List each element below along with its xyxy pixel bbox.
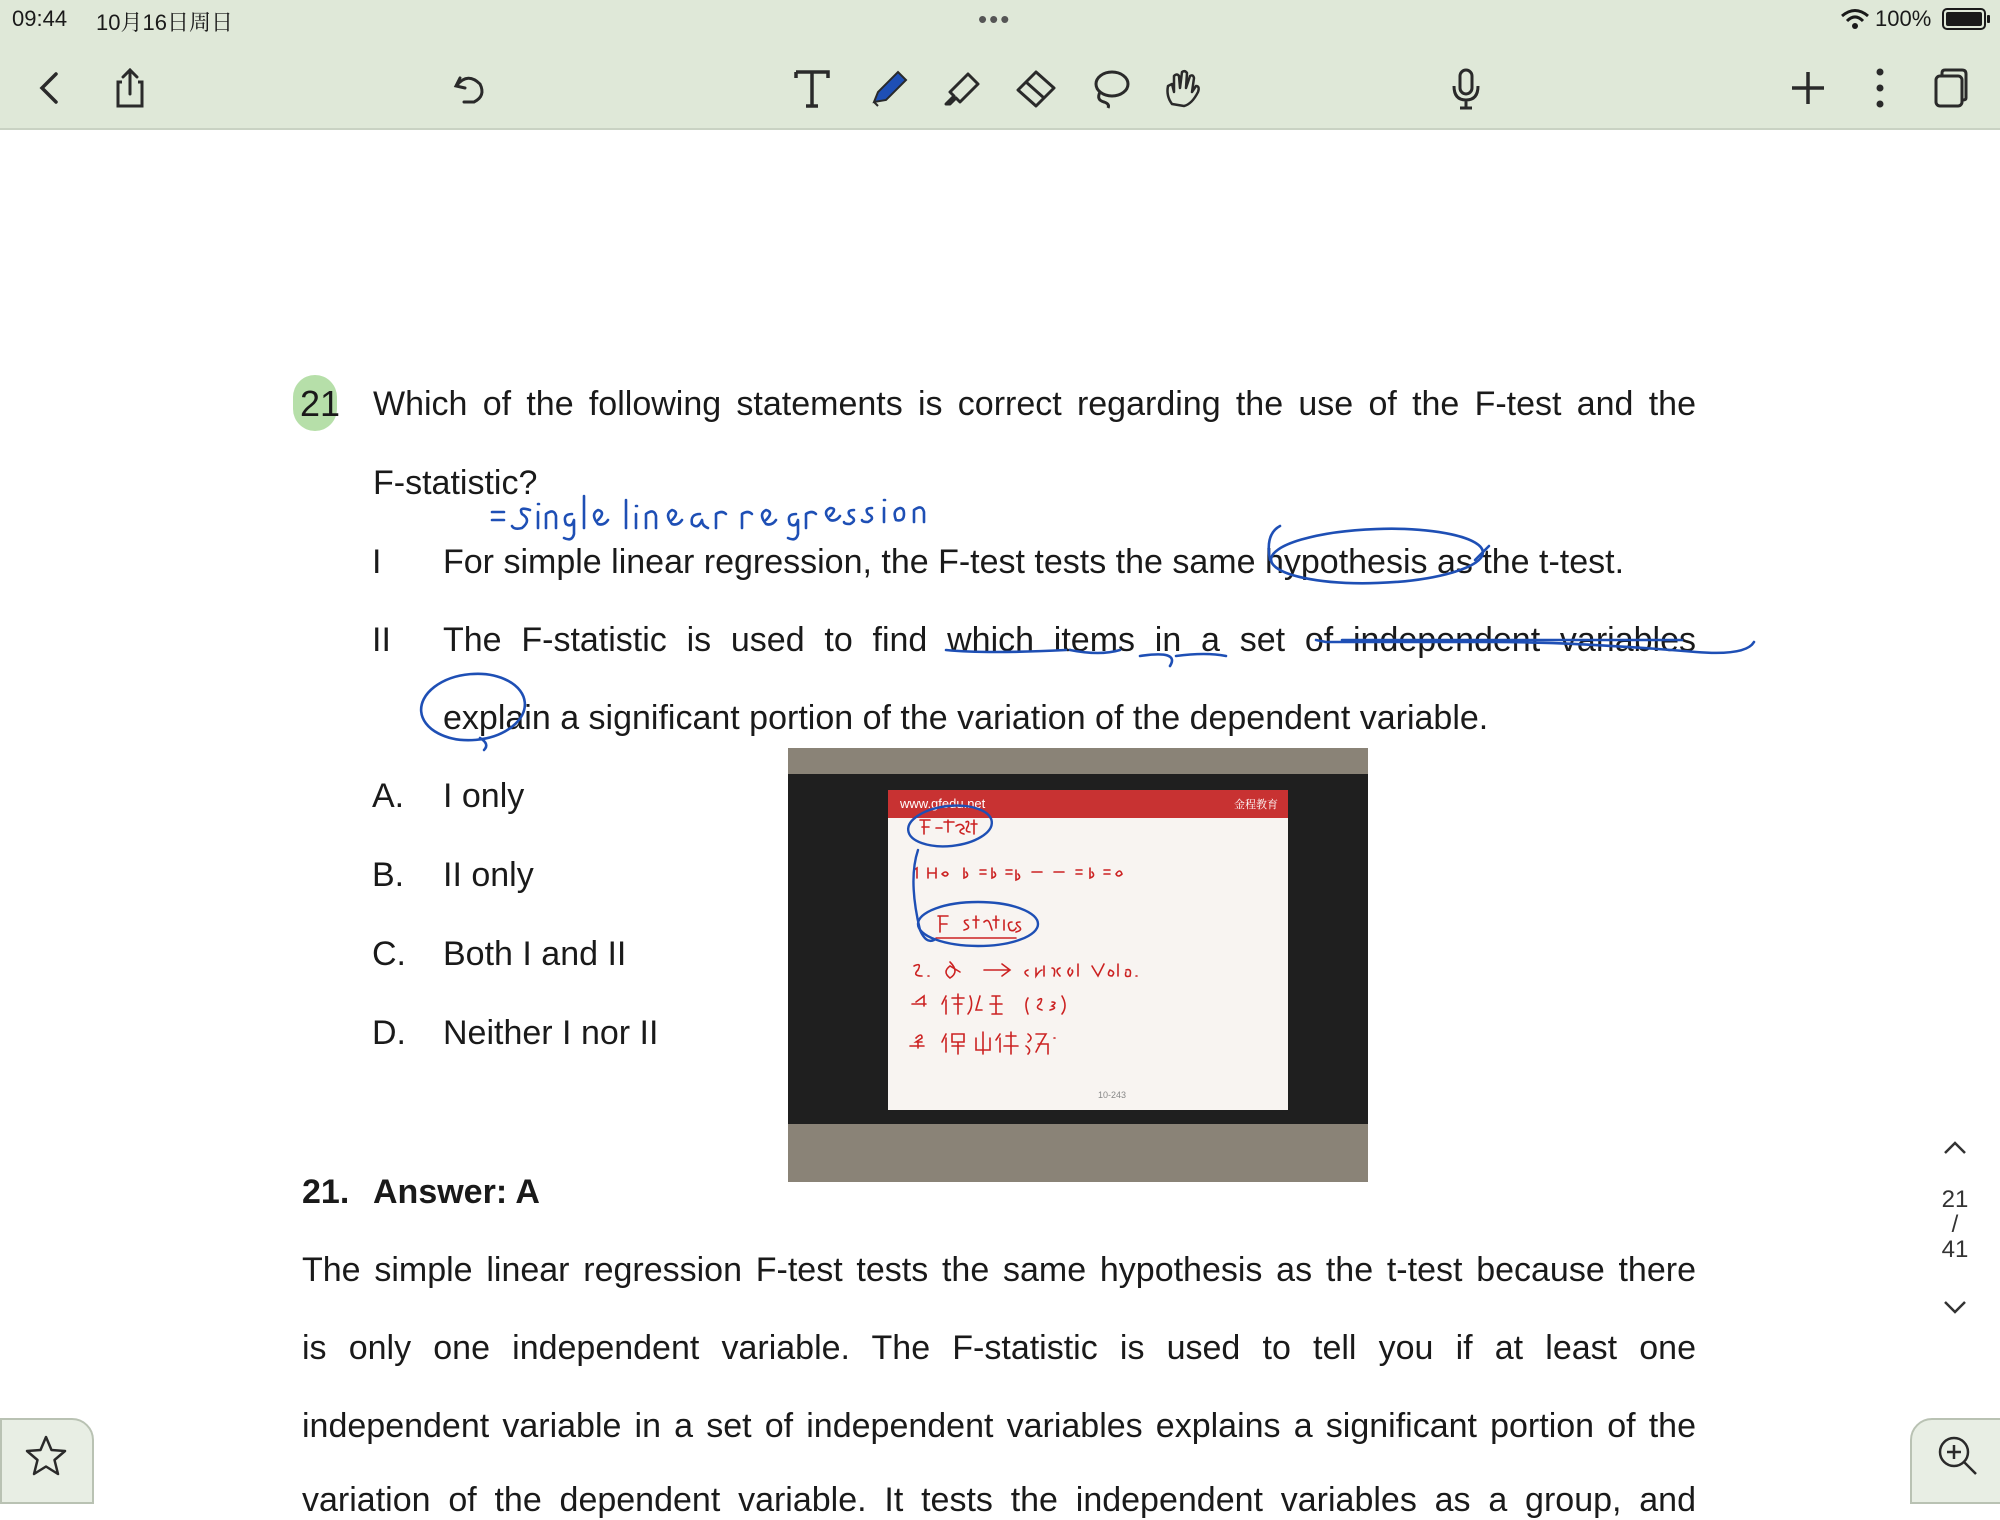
status-time: 09:44 — [12, 6, 68, 31]
statement-text: The F-statistic is used to find which items in a set of independent variables — [443, 621, 1696, 659]
answer-line: is only one independent variable. The F-statistic is used to tell you if at least one — [302, 1329, 1696, 1367]
question-stem-line1: Which of the following statements is correct regarding the use of the F-test and the — [373, 385, 1696, 423]
answer-number: 21. — [302, 1173, 350, 1211]
option-letter: C. — [372, 935, 406, 973]
question-stem-line2: F-statistic? — [373, 464, 538, 502]
option-letter: D. — [372, 1014, 406, 1052]
microphone-icon[interactable] — [1436, 58, 1496, 118]
bookmark-button[interactable] — [0, 1418, 94, 1504]
statement-text-cont: explain a significant portion of the variation of the dependent variable. — [443, 699, 1489, 737]
eraser-icon[interactable] — [1006, 58, 1066, 118]
battery-icon — [1942, 8, 1986, 30]
pen-icon[interactable] — [858, 58, 918, 118]
option-text: II only — [443, 856, 534, 894]
option-text: Both I and II — [443, 935, 627, 973]
page-navigator — [1930, 1135, 1980, 1325]
multitask-dots-icon[interactable]: ••• — [978, 4, 1012, 34]
status-date: 10月16日周日 — [96, 10, 233, 35]
wifi-icon — [1840, 8, 1870, 35]
star-icon — [22, 1432, 70, 1480]
current-page: 21 — [1941, 1186, 1969, 1213]
pages-icon[interactable] — [1920, 58, 1980, 118]
undo-icon[interactable] — [440, 58, 500, 118]
text-tool-icon[interactable] — [782, 58, 842, 118]
add-icon[interactable] — [1778, 58, 1838, 118]
more-icon[interactable] — [1850, 58, 1910, 118]
page-separator: / — [1951, 1211, 1959, 1238]
slide-handwriting — [888, 790, 1288, 1110]
chevron-up-icon[interactable] — [1941, 1135, 1969, 1163]
question-number: 21 — [300, 383, 341, 424]
slide-url: www.gfedu.net — [900, 796, 986, 811]
slide-logo: 金程教育 — [1234, 799, 1278, 811]
answer-line: The simple linear regression F-test tests the same hypothesis as the t-test because there — [302, 1251, 1696, 1289]
answer-line: variation of the dependent variable. It tests the independent variables as a group, and — [302, 1481, 1696, 1519]
zoom-in-icon — [1934, 1432, 1982, 1480]
highlighter-icon[interactable] — [932, 58, 992, 118]
top-toolbar — [0, 0, 2000, 130]
hand-icon[interactable] — [1152, 58, 1212, 118]
share-icon[interactable] — [100, 58, 160, 118]
chevron-down-icon[interactable] — [1941, 1292, 1969, 1320]
lecture-slide — [888, 790, 1288, 1110]
statement-text: For simple linear regression, the F-test tests the same hypothesis as the t-test. — [443, 543, 1625, 581]
back-icon[interactable] — [20, 58, 80, 118]
pasted-lecture-photo[interactable] — [788, 748, 1368, 1182]
total-pages: 41 — [1941, 1236, 1969, 1263]
statement-roman: II — [372, 621, 391, 659]
statement-roman: I — [372, 543, 382, 581]
option-letter: A. — [372, 777, 405, 815]
option-text: I only — [443, 777, 525, 815]
battery-percent: 100% — [1875, 6, 1932, 31]
answer-line: independent variable in a set of independent variables explains a significant portion of the — [302, 1407, 1696, 1445]
option-letter: B. — [372, 856, 405, 894]
lasso-icon[interactable] — [1080, 58, 1140, 118]
option-text: Neither I nor II — [443, 1014, 659, 1052]
slide-page-number: 10-243 — [1098, 1090, 1127, 1100]
answer-label: Answer: A — [373, 1173, 540, 1211]
zoom-button[interactable] — [1910, 1418, 2000, 1504]
